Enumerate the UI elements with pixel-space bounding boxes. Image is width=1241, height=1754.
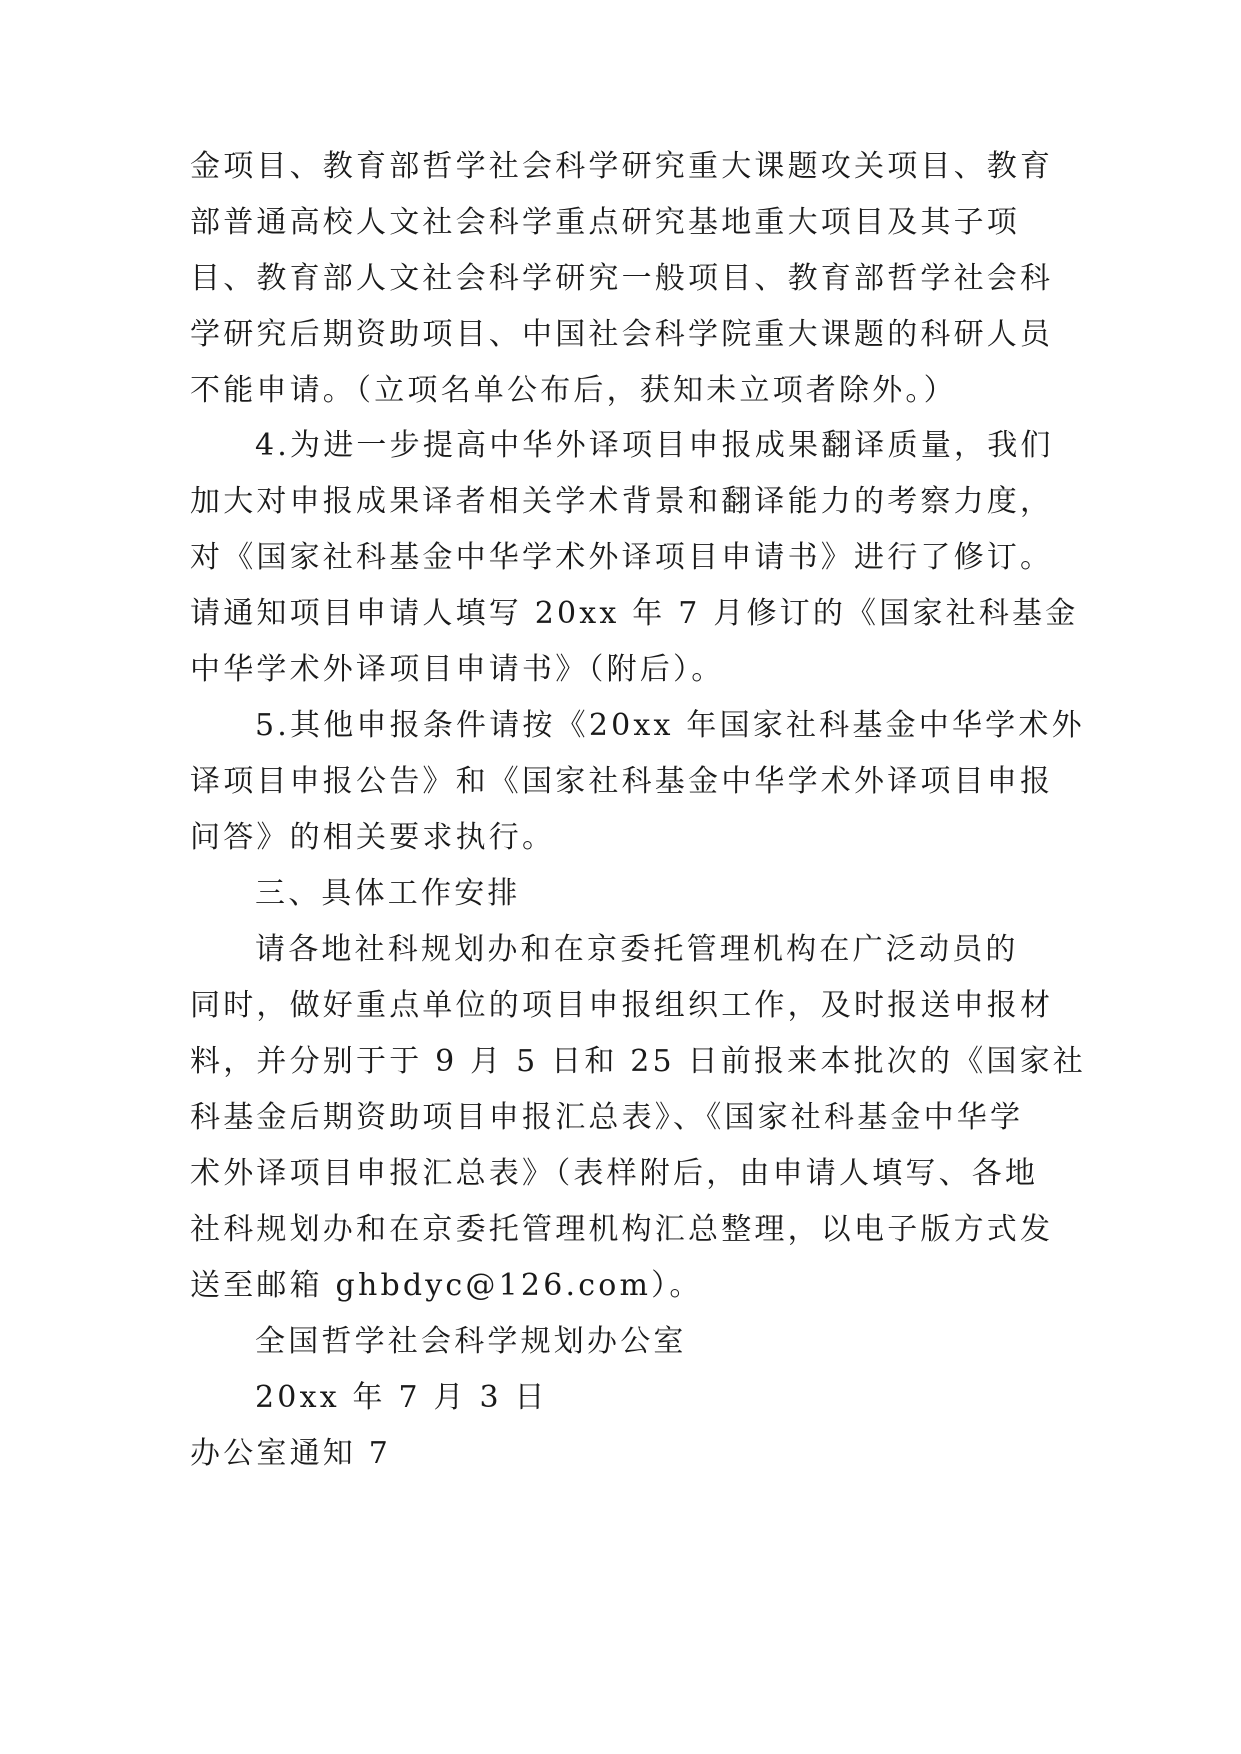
paragraph-4-start: 4.为进一步提高中华外译项目申报成果翻译质量，我们 [255,428,1054,463]
text-line-21: 送至邮箱 ghbdyc@126.com）。 [190,1268,703,1303]
document-title-footer: 办公室通知 7 [190,1436,392,1471]
text-line-17: 料，并分别于于 9 月 5 日和 25 日前报来本批次的《国家社 [190,1044,1086,1079]
text-line-12: 译项目申报公告》和《国家社科基金中华学术外译项目申报 [190,764,1054,799]
paragraph-arrangement-start: 请各地社科规划办和在京委托管理机构在广泛动员的 [255,932,1019,967]
section-heading: 三、具体工作安排 [255,876,521,911]
signature-office: 全国哲学社会科学规划办公室 [255,1324,687,1359]
text-line-4: 学研究后期资助项目、中国社会科学院重大课题的科研人员 [190,317,1054,352]
text-line-18: 科基金后期资助项目申报汇总表》、《国家社科基金中华学 [190,1100,1024,1135]
text-line-10: 中华学术外译项目申请书》（附后）。 [190,652,725,687]
paragraph-5-start: 5.其他申报条件请按《20xx 年国家社科基金中华学术外 [255,708,1085,743]
text-line-20: 社科规划办和在京委托管理机构汇总整理，以电子版方式发 [190,1212,1054,1247]
text-line-5: 不能申请。（立项名单公布后，获知未立项者除外。） [190,373,957,408]
text-line-3: 目、教育部人文社会科学研究一般项目、教育部哲学社会科 [190,261,1054,296]
text-line-2: 部普通高校人文社会科学重点研究基地重大项目及其子项 [190,205,1020,240]
text-line-13: 问答》的相关要求执行。 [190,820,556,855]
signature-date: 20xx 年 7 月 3 日 [255,1380,548,1415]
text-line-7: 加大对申报成果译者相关学术背景和翻译能力的考察力度， [190,484,1054,519]
text-line-19: 术外译项目申报汇总表》（表样附后，由申请人填写、各地 [190,1156,1039,1191]
text-line-1: 金项目、教育部哲学社会科学研究重大课题攻关项目、教育 [190,149,1054,184]
text-line-16: 同时，做好重点单位的项目申报组织工作，及时报送申报材 [190,988,1054,1023]
text-line-9: 请通知项目申请人填写 20xx 年 7 月修订的《国家社科基金 [190,596,1079,631]
text-line-8: 对《国家社科基金中华学术外译项目申请书》进行了修订。 [190,540,1054,575]
